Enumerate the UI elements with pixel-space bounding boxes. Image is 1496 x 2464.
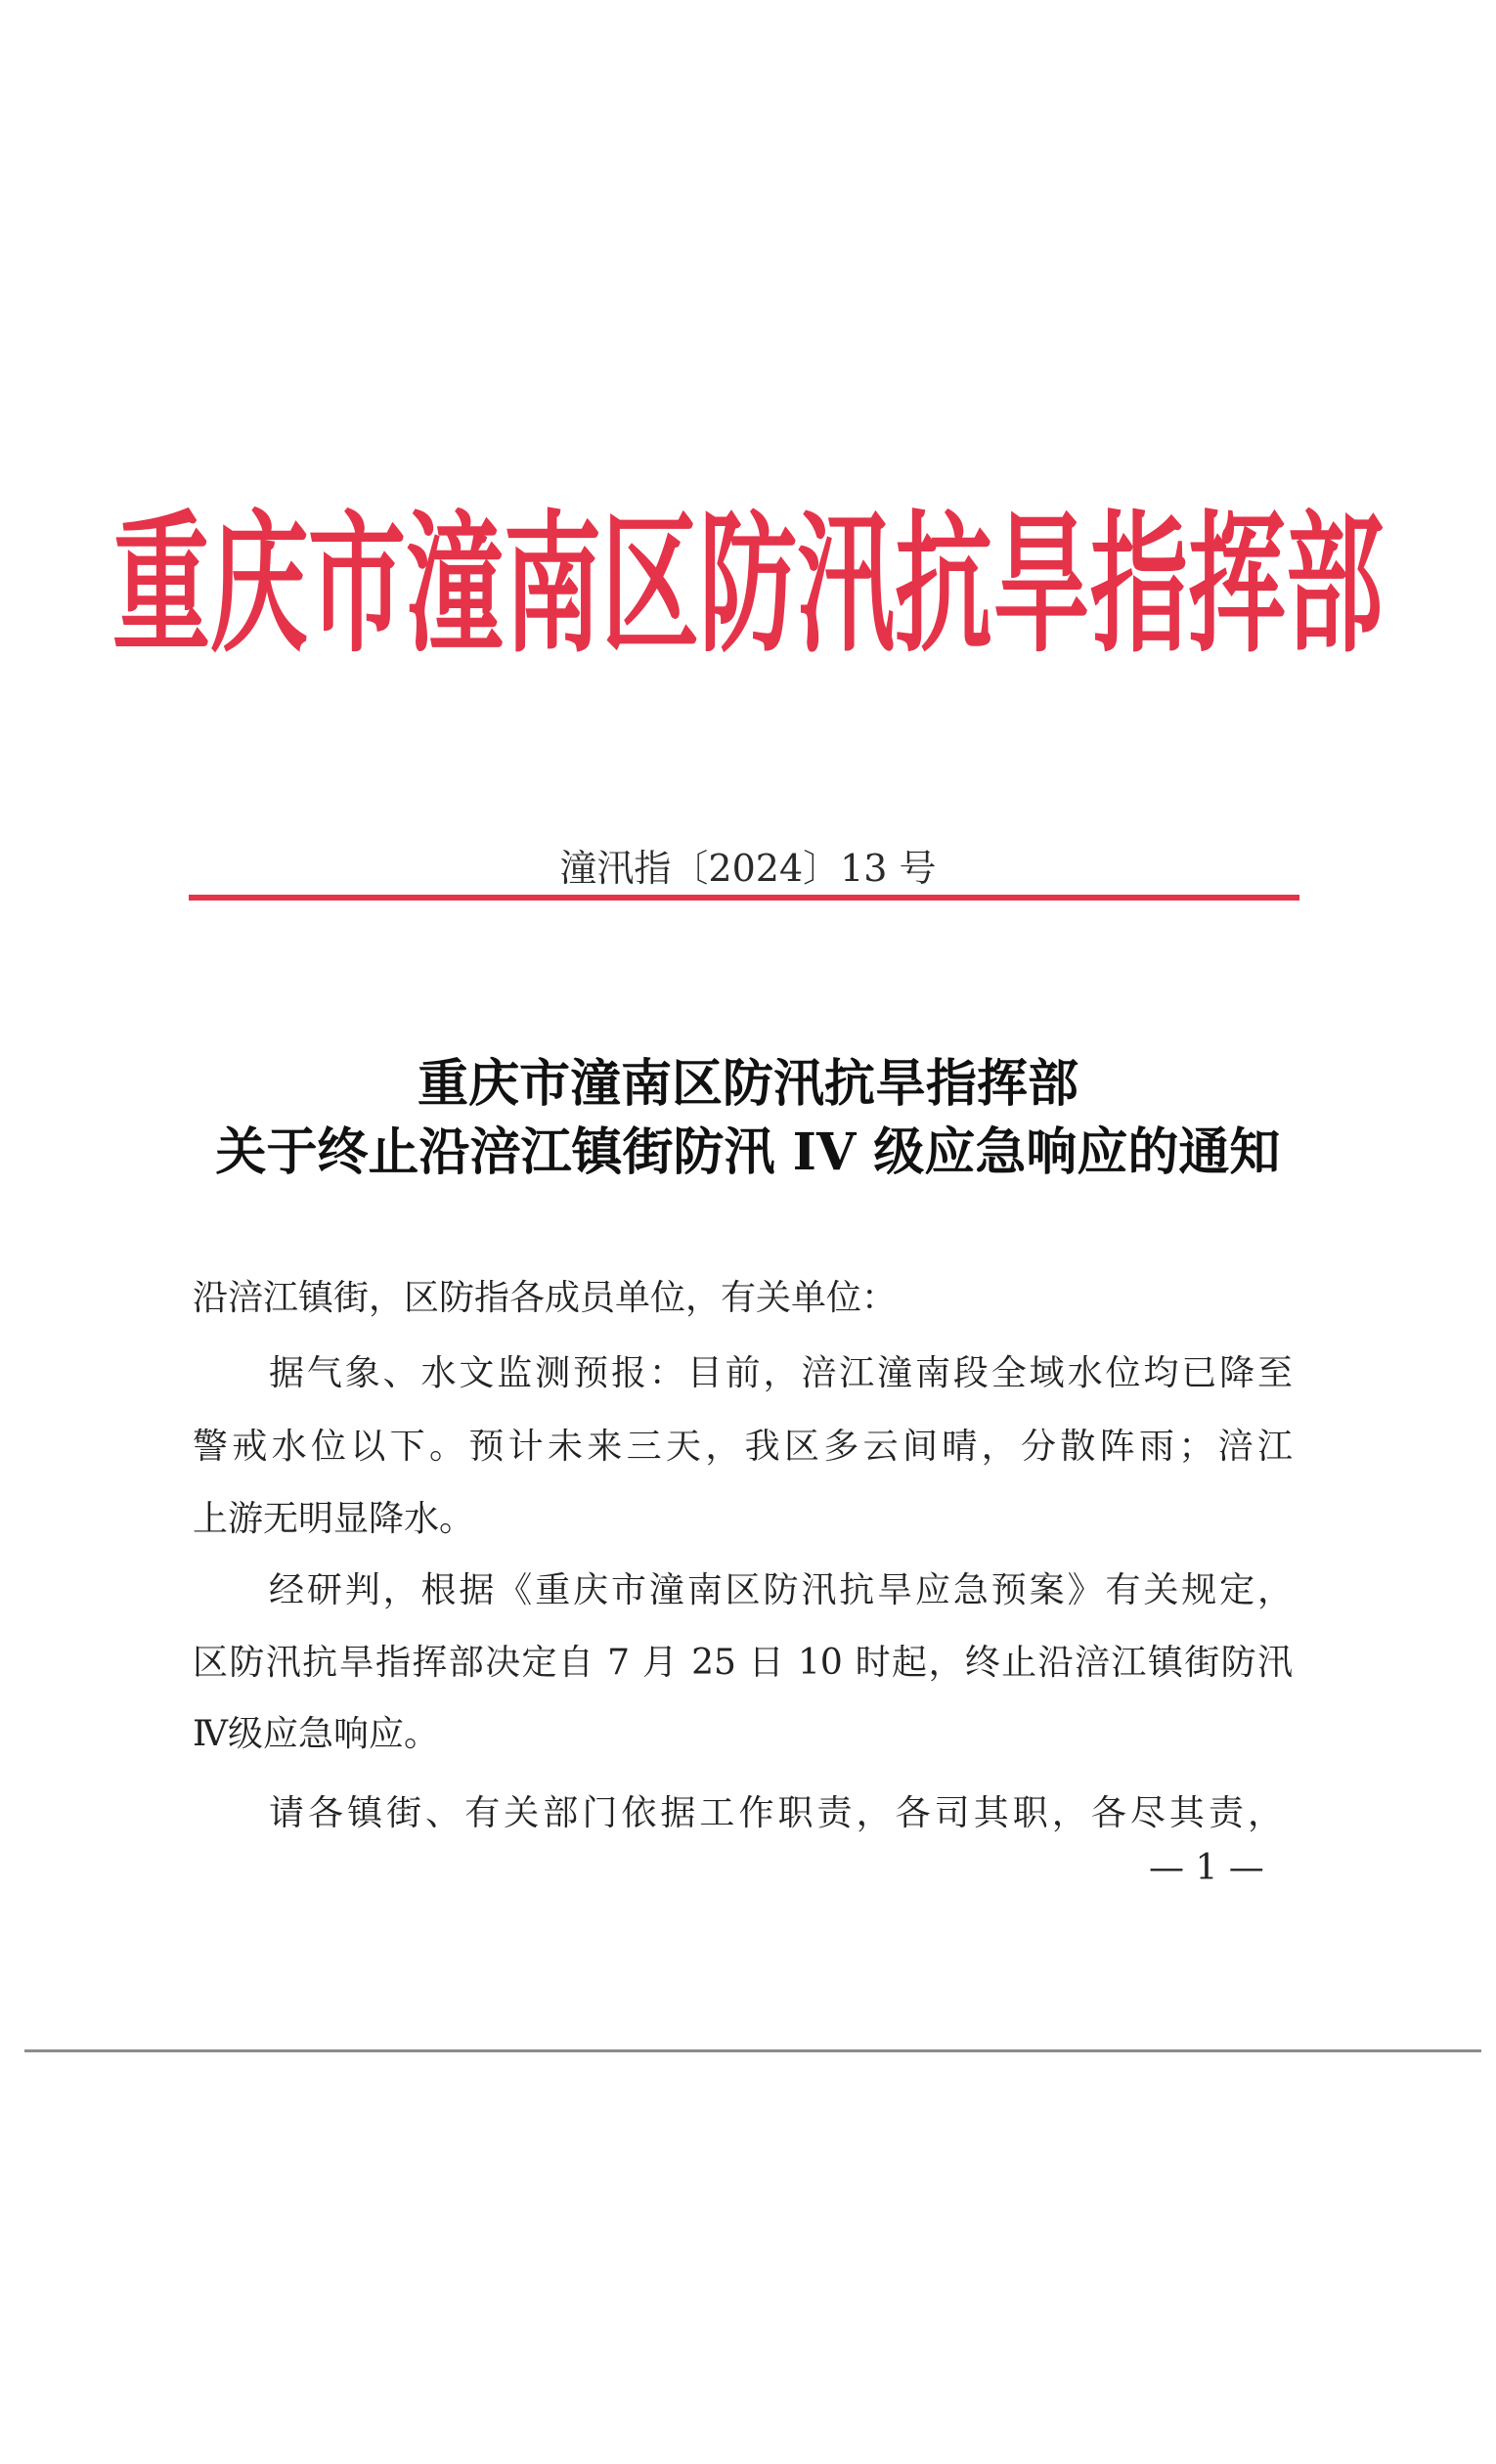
notice-title-line-2: 关于终止沿涪江镇街防汛 IV 级应急响应的通知 xyxy=(215,1122,1281,1182)
paragraph-1-line-1: 据气象、水文监测预报：目前，涪江潼南段全域水位均已降至 xyxy=(269,1353,1293,1393)
letterhead-title: 重庆市潼南区防汛抗旱指挥部 xyxy=(112,494,1384,674)
notice-title-line-1: 重庆市潼南区防汛抗旱指挥部 xyxy=(417,1054,1078,1114)
paragraph-2-line-1: 经研判，根据《重庆市潼南区防汛抗旱应急预案》有关规定， xyxy=(269,1570,1293,1610)
page-number: — 1 — xyxy=(1149,1848,1264,1888)
salutation: 沿涪江镇街，区防指各成员单位，有关单位： xyxy=(193,1278,898,1318)
paragraph-3-line-1: 请各镇街、有关部门依据工作职责，各司其职，各尽其责， xyxy=(269,1793,1283,1833)
red-divider-line xyxy=(189,895,1299,901)
document-number: 潼汛指〔2024〕13 号 xyxy=(559,847,937,890)
page-bottom-edge-line xyxy=(24,2049,1481,2052)
paragraph-1-line-3: 上游无明显降水。 xyxy=(193,1499,475,1539)
paragraph-2-line-3: Ⅳ级应急响应。 xyxy=(193,1714,439,1754)
paragraph-1-line-2: 警戒水位以下。预计未来三天，我区多云间晴，分散阵雨；涪江 xyxy=(193,1427,1293,1467)
paragraph-2-line-2: 区防汛抗旱指挥部决定自 7 月 25 日 10 时起，终止沿涪江镇街防汛 xyxy=(193,1643,1293,1683)
